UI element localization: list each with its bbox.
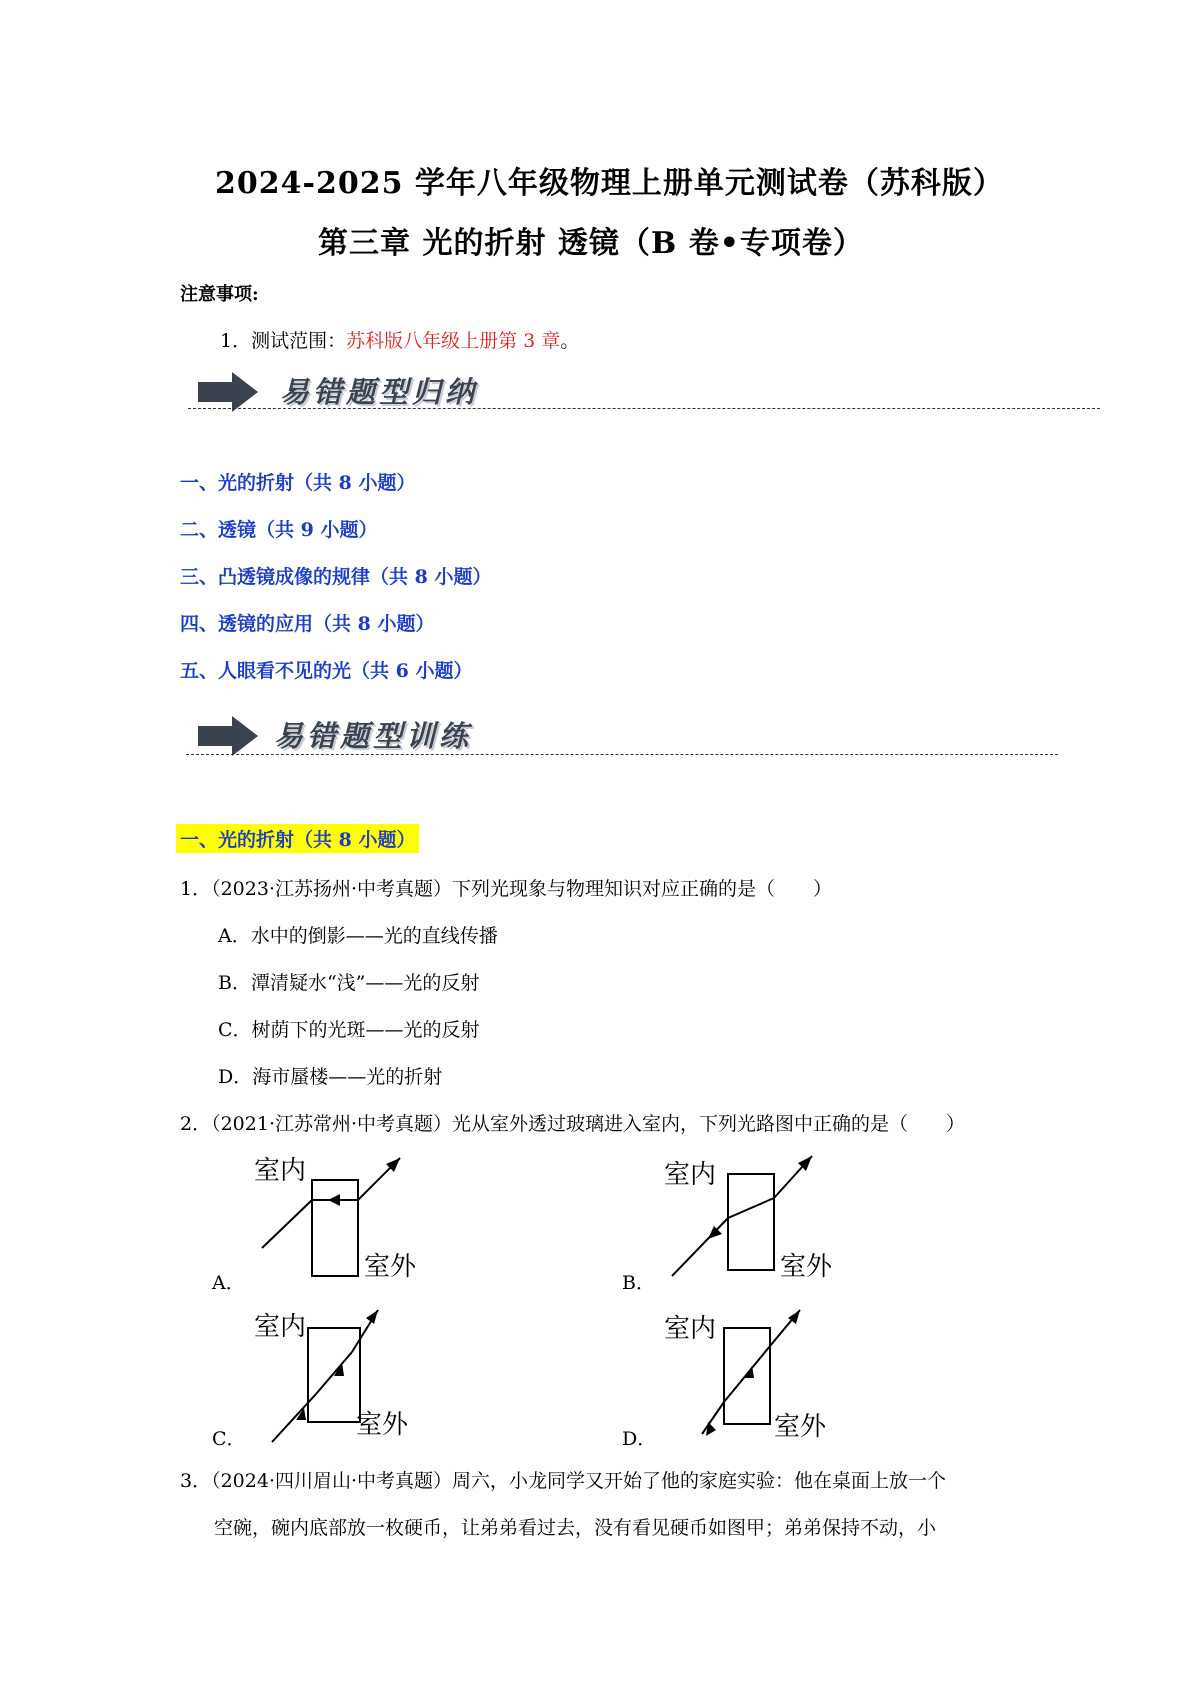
diagram-d-outdoor-label: 室外 [774, 1412, 827, 1442]
category-item-4: 四、透镜的应用（共 8 小题） [180, 613, 435, 635]
diagram-c-indoor-label: 室内 [254, 1312, 307, 1342]
diagram-d-letter: D． [622, 1428, 657, 1450]
banner-summary-text: 易错题型归纳 [280, 375, 479, 409]
diagram-b-outdoor-label: 室外 [780, 1252, 833, 1282]
doc-title-line1: 2024-2025 学年八年级物理上册单元测试卷（苏科版） [215, 166, 1004, 201]
diagram-d-indoor-label: 室内 [664, 1314, 717, 1344]
category-item-3: 三、凸透镜成像的规律（共 8 小题） [180, 566, 492, 588]
notes-item-1-suffix: 。 [560, 330, 580, 352]
question-1-option-b: B．潭清疑水“浅”——光的反射 [218, 972, 480, 994]
doc-title-line2: 第三章 光的折射 透镜（B 卷•专项卷） [318, 226, 864, 261]
diagram-a [210, 1148, 450, 1288]
diagram-c-outdoor-label: 室外 [356, 1410, 409, 1440]
arrow-right-icon [198, 714, 260, 758]
question-1-stem: 1．（2023·江苏扬州·中考真题）下列光现象与物理知识对应正确的是（ ） [180, 878, 833, 900]
notes-item-1 [220, 326, 579, 353]
diagram-a-indoor-label: 室内 [254, 1156, 307, 1186]
question-1-option-d: D．海市蜃楼——光的折射 [218, 1066, 443, 1088]
diagram-b [622, 1148, 862, 1288]
diagram-c-letter: C． [212, 1428, 246, 1450]
question-3-line-1: 3．（2024·四川眉山·中考真题）周六，小龙同学又开始了他的家庭实验：他在桌面上放一个 [180, 1470, 947, 1492]
diagram-a-letter: A． [212, 1272, 245, 1294]
banner-training-text: 易错题型训练 [274, 719, 473, 753]
notes-heading: 注意事项: [180, 284, 259, 305]
category-item-5: 五、人眼看不见的光（共 6 小题） [180, 660, 473, 682]
question-2-stem: 2．（2021·江苏常州·中考真题）光从室外透过玻璃进入室内，下列光路图中正确的是（ ） [180, 1113, 966, 1135]
divider-training [186, 754, 1058, 755]
question-1-option-a: A．水中的倒影——光的直线传播 [218, 925, 498, 947]
section-1-heading: 一、光的折射（共 8 小题） [176, 824, 419, 853]
divider-summary [188, 408, 1100, 409]
notes-item-1-scope: 苏科版八年级上册第 3 章 [346, 330, 561, 352]
banner-training [198, 712, 1098, 760]
diagram-d [622, 1304, 862, 1444]
diagram-a-outdoor-label: 室外 [364, 1252, 417, 1282]
diagram-c-figure [210, 1304, 450, 1444]
diagram-b-indoor-label: 室内 [664, 1160, 717, 1190]
diagram-b-letter: B． [622, 1272, 655, 1294]
notes-item-1-prefix: 1．测试范围： [220, 330, 347, 352]
category-item-1: 一、光的折射（共 8 小题） [180, 472, 416, 494]
question-3-line-2: 空碗，碗内底部放一枚硬币，让弟弟看过去，没有看见硬币如图甲；弟弟保持不动，小 [214, 1517, 937, 1539]
question-1-option-c: C．树荫下的光斑——光的反射 [218, 1019, 480, 1041]
diagram-c [210, 1304, 450, 1444]
category-item-2: 二、透镜（共 9 小题） [180, 519, 378, 541]
